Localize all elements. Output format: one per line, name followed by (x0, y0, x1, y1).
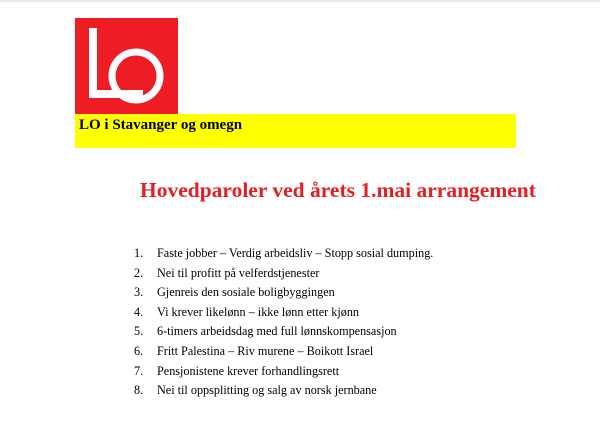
list-item (134, 322, 433, 342)
list-item-number: 7. (134, 363, 144, 378)
organization-name: LO i Stavanger og omegn (79, 117, 243, 133)
list-item-text: Fritt Palestina – Riv murene – Boikott Israel (157, 343, 374, 358)
list-item-number: 8. (134, 383, 144, 398)
list-item (134, 342, 433, 362)
list-item-number: 6. (134, 343, 144, 358)
organization-banner (75, 114, 516, 148)
list-item (134, 303, 433, 323)
list-item-text: Nei til oppsplitting og salg av norsk jernbane (157, 383, 377, 398)
list-item-text: Gjenreis den sosiale boligbyggingen (157, 285, 335, 300)
list-item-text: 6-timers arbeidsdag med full lønnskompensasjon (157, 324, 397, 339)
list-item-text: Faste jobber – Verdig arbeidsliv – Stopp sosial dumping. (157, 246, 434, 260)
list-item-text: Vi krever likelønn – ikke lønn etter kjønn (157, 304, 360, 319)
list-item-number: 2. (134, 265, 144, 280)
list-item (134, 362, 433, 382)
list-item (134, 283, 433, 303)
list-item-number: 4. (134, 304, 144, 319)
list-item (134, 264, 433, 284)
list-item (134, 381, 433, 401)
lo-logo-icon (75, 18, 178, 115)
list-item (134, 244, 433, 264)
slogan-list (134, 244, 433, 401)
page-top-edge (0, 0, 600, 2)
lo-logo-graphic (75, 18, 178, 115)
list-item-number: 1. (134, 246, 144, 260)
list-item-text: Nei til profitt på velferdstjenester (157, 265, 320, 280)
list-item-number: 5. (134, 324, 144, 339)
page-title: Hovedparoler ved årets 1.mai arrangement (140, 178, 536, 202)
list-item-number: 3. (134, 285, 144, 300)
list-item-text: Pensjonistene krever forhandlingsrett (157, 363, 340, 378)
